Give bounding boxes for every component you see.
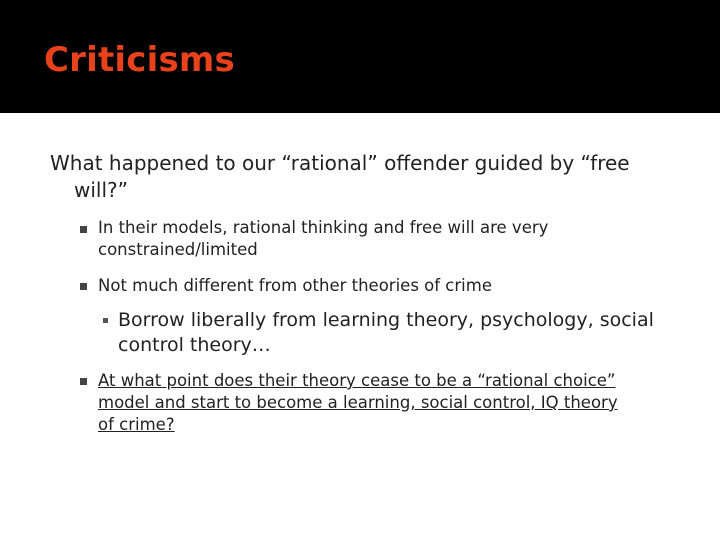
nested-point-borrow (118, 308, 708, 358)
main-point-line-2: will?” (74, 178, 129, 202)
square-bullet-icon (80, 226, 87, 233)
sub-point-theories-line-1: Not much different from other theories of crime (98, 276, 492, 295)
sub-point-models (98, 217, 688, 261)
square-bullet-icon (80, 378, 87, 385)
question-point-line-1: At what point does their theory cease to be a “rational choice” (98, 371, 616, 390)
nested-point-line-2: control theory… (118, 334, 271, 356)
question-point-line-2: model and start to become a learning, social control, IQ theory (98, 393, 618, 412)
sub-point-models-line-1: In their models, rational thinking and free will are very (98, 218, 549, 237)
sub-point-theories (98, 275, 688, 297)
slide-title: Criticisms (44, 40, 235, 80)
question-point (98, 370, 688, 436)
nested-point-line-1: Borrow liberally from learning theory, psychology, social (118, 309, 654, 331)
sub-point-models-line-2: constrained/limited (98, 240, 258, 259)
small-square-bullet-icon (103, 318, 108, 323)
question-point-line-3: of crime? (98, 415, 175, 434)
square-bullet-icon (80, 283, 87, 290)
main-point (50, 150, 690, 204)
main-point-line-1: What happened to our “rational” offender guided by “free (50, 151, 630, 175)
